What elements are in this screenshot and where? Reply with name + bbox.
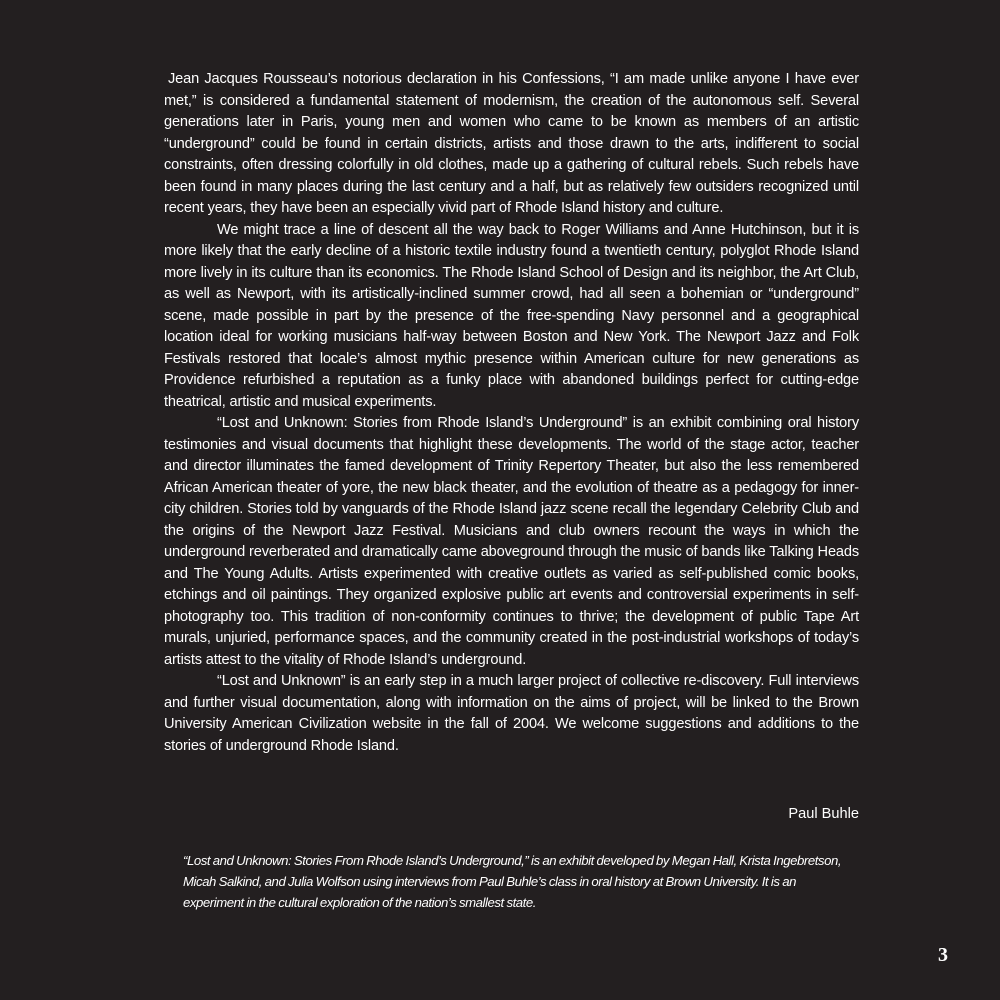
author-signature: Paul Buhle <box>788 806 859 822</box>
exhibit-credit: “Lost and Unknown: Stories From Rhode Island’s Underground,” is an exhibit developed by Megan Hall, Krista Ingebretson, Micah Salkind, and Julia Wolfson using interviews from Paul Buhle’s class in oral history at Brown University. It is an experiment in the cultural exploration of the nation’s smallest state. <box>183 853 842 911</box>
page-number: 3 <box>938 944 948 966</box>
paragraph-2: We might trace a line of descent all the way back to Roger Williams and Anne Hutchinson, but it is more likely that the early decline of a historic textile industry found a twentieth century, polyglot Rhode Island more lively in its culture than its economics. The Rhode Island School of Design and its neighbor, the Art Club, as well as Newport, with its artistically-inclined summer crowd, had all seen a bohemian or “underground” scene, made possible in part by the presence of the free-spending Navy personnel and a geographical location ideal for working musicians half-way between Boston and New York. The Newport Jazz and Folk Festivals restored that locale’s almost mythic presence within American culture for new generations as Providence refurbished a reputation as a funky place with abandoned buildings perfect for cutting-edge theatrical, artistic and musical experiments. <box>164 221 859 410</box>
paragraph-4: “Lost and Unknown” is an early step in a much larger project of collective re-discovery. Full interviews and further visual documentation, along with information on the aims of project, will be linked to the Brown University American Civilization website in the fall of 2004. We welcome suggestions and additions to the stories of underground Rhode Island. <box>164 673 859 754</box>
paragraph-1: Jean Jacques Rousseau’s notorious declaration in his Confessions, “I am made unlike anyone I have ever met,” is considered a fundamental statement of modernism, the creation of the autonomous self. Several generations later in Paris, young men and women who came to be known as members of an artistic “underground” could be found in certain districts, artists and those drawn to the arts, indifferent to social constraints, often dressing colorfully in old clothes, made up a gathering of cultural rebels. Such rebels have been found in many places during the last century and a half, but as relatively few outsiders recognized until recent years, they have been an especially vivid part of Rhode Island history and culture. <box>164 71 859 216</box>
article-body <box>164 69 859 757</box>
paragraph-3: “Lost and Unknown: Stories from Rhode Island’s Underground” is an exhibit combining oral history testimonies and visual documents that highlight these developments. The world of the stage actor, teacher and director illuminates the famed development of Trinity Repertory Theater, but also the less remembered African American theater of yore, the new black theater, and the evolution of theatre as a pedagogy for inner-city children. Stories told by vanguards of the Rhode Island jazz scene recall the legendary Celebrity Club and the origins of the Newport Jazz Festival. Musicians and club owners recount the ways in which the underground reverberated and dramatically came aboveground through the music of bands like Talking Heads and The Young Adults. Artists experimented with creative outlets as varied as self-published comic books, etchings and oil paintings. They organized explosive public art events and controversial experiments in self-photography too. This tradition of non-conformity continues to thrive; the development of public Tape Art murals, unjuried, performance spaces, and the community created in the post-industrial workshops of today’s artists attest to the vitality of Rhode Island’s underground. <box>164 415 859 668</box>
